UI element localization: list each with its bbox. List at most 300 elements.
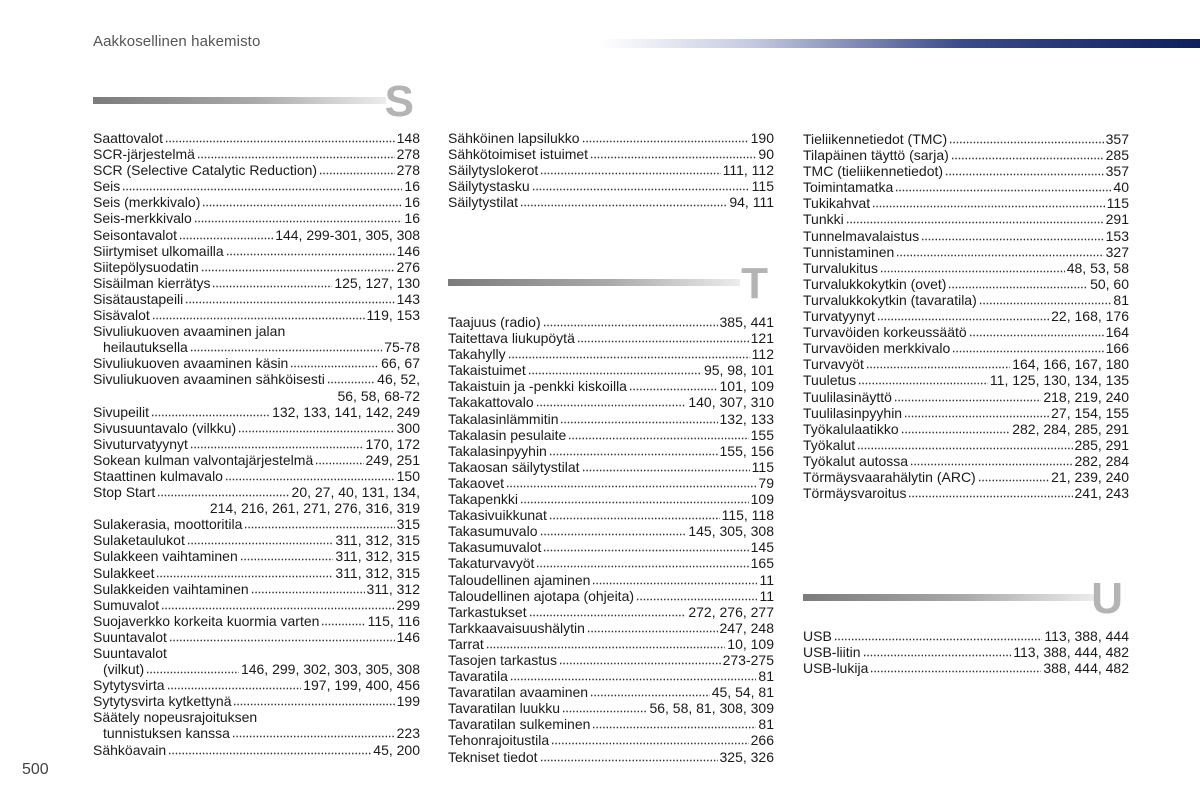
index-entry-pages: 223 [396,725,420,742]
index-entry-pages: 249, 251 [365,451,420,468]
index-entry-row [93,130,420,146]
index-entry [448,507,774,523]
index-entry-row [448,539,774,555]
index-entry-pages: 327 [1105,243,1129,260]
index-entry-label: Seis [93,178,121,195]
dot-leader [540,163,720,176]
index-entry-row [803,644,1129,660]
index-entry-label: Sivuturvatyynyt [93,435,188,452]
index-entry-pages: 197, 199, 400, 456 [303,677,420,694]
index-entry-pages-continued: 56, 58, 68-72 [337,387,420,404]
index-entry [803,628,1129,644]
dot-leader [161,598,394,611]
index-entry [93,275,420,291]
index-entry-label: Takaovet [448,474,505,491]
index-entry-pages: 79 [758,474,774,491]
index-entry-list [448,130,774,210]
index-entry-row [93,597,420,613]
index-entry [448,652,774,668]
dot-leader [636,589,757,602]
index-entry-row [93,371,420,387]
index-entry [448,411,774,427]
index-entry-pages: 21, 239, 240 [1051,468,1129,485]
index-entry-pages: 285, 291 [1074,436,1129,453]
index-entry-row [93,339,420,355]
index-entry-label: Stop Start [93,484,156,501]
index-entry-row [93,484,420,500]
index-entry [448,620,774,636]
index-entry-row [803,628,1129,644]
index-entry-label: Tarkkaavaisuushälytin [448,619,585,636]
index-entry [803,644,1129,660]
index-entry-row [448,507,774,523]
dot-leader [528,363,702,376]
index-entry [93,194,420,210]
index-entry-row [448,684,774,700]
index-entry-row [93,420,420,436]
index-entry [448,162,774,178]
index-entry-label: Törmäysvaarahälytin (ARC) [803,468,976,485]
dot-leader [863,645,1012,658]
index-entry [803,405,1129,421]
dot-leader [562,701,647,714]
index-entry-pages: 94, 111 [729,194,774,211]
index-entry-row [803,405,1129,421]
index-entry-label: Tuulilasinpyyhin [803,404,903,421]
dot-leader [290,356,379,369]
index-entry-pages: 115 [1106,195,1129,212]
index-entry-pages: 40 [1113,179,1129,196]
index-entry [803,195,1129,211]
index-entry-label: Suuntavalot [93,628,167,645]
index-entry-row [803,276,1129,292]
dot-leader [908,486,1072,499]
dot-leader [592,717,756,730]
index-entry-label: Sulakkeiden vaihtaminen [93,580,249,597]
dot-leader [185,292,394,305]
index-entry-pages: 146 [396,628,420,645]
index-entry-pages: 247, 248 [719,619,774,636]
index-entry-row [93,210,420,226]
index-entry-pages: 165 [750,555,774,572]
index-entry-pages: 115 [751,458,774,475]
index-entry [93,645,420,677]
index-entry-pages: 282, 284 [1074,452,1129,469]
dot-leader [319,163,395,176]
index-entry [93,420,420,436]
index-entry-row [93,307,420,323]
index-entry-label: Takalasinpyyhin [448,442,547,459]
index-entry-row [448,330,774,346]
dot-leader [543,315,718,328]
index-entry-row [93,548,420,564]
index-entry-pages: 22, 168, 176 [1051,308,1129,325]
index-entry-label: Takakattovalo [448,394,534,411]
index-entry-label: Sulakkeen vaihtaminen [93,548,238,565]
index-entry [803,485,1129,501]
index-entry-list [448,314,774,765]
index-entry-pages: 164 [1105,324,1129,341]
dot-leader [536,556,748,569]
dot-leader [197,147,395,160]
index-entry-row [448,572,774,588]
index-entry-pages: 300 [396,419,420,436]
index-entry-row [93,532,420,548]
index-entry-pages: 16 [404,210,420,227]
index-entry-row [93,436,420,452]
dot-leader [568,428,748,441]
dot-leader [226,244,395,257]
index-entry [448,700,774,716]
index-entry [803,469,1129,485]
index-entry-row [93,194,420,210]
index-entry [803,147,1129,163]
index-entry-pages: 101, 109 [719,378,774,395]
index-entry [93,629,420,645]
dot-leader [951,148,1104,161]
section-header-s [93,77,420,134]
index-entry-label: Tavaratilan avaaminen [448,684,589,701]
dot-leader [629,379,718,392]
index-entry-pages: 190 [750,130,774,146]
index-entry-pages: 111, 112 [722,162,774,179]
dot-leader [240,549,334,562]
index-entry-label: Tilapäinen täyttö (sarja) [803,147,949,164]
index-entry-label: Sisäilman kierrätys [93,274,211,291]
index-entry-row [803,260,1129,276]
index-entry-pages: 20, 27, 40, 131, 134, [291,484,420,501]
index-entry-pages: 113, 388, 444 [1044,628,1129,644]
index-entry-label: USB-lukija [803,660,869,677]
index-entry-pages: 145 [750,539,774,556]
dot-leader [238,421,394,434]
index-entry-label: Turvavöiden korkeussäätö [803,324,967,341]
index-entry-label: Sytytysvirta [93,677,165,694]
dot-leader [508,347,750,360]
dot-leader [520,195,727,208]
index-entry-row [93,275,420,291]
index-entry-label: Takasumuvalot [448,539,542,556]
index-entry-row [448,443,774,459]
index-entry-pages: 119, 153 [366,307,420,324]
index-entry-row [448,588,774,604]
dot-leader [945,164,1104,177]
dot-leader [870,661,1041,674]
dot-leader [122,179,402,192]
index-entry-pages: 199 [396,693,420,710]
dot-leader [251,582,365,595]
index-entry-label: (vilkut) [103,661,145,678]
index-entry [448,130,774,146]
index-entry-row [803,372,1129,388]
index-entry-pages: 46, 52, [377,371,420,388]
dot-leader [233,694,394,707]
index-entry [803,292,1129,308]
index-entry-row [93,243,420,259]
index-entry-list [803,628,1129,676]
index-entry-row [93,291,420,307]
index-entry [93,146,420,162]
dot-leader [952,341,1103,354]
index-entry-label: Tunkki [803,211,844,228]
index-entry-label: Seis-merkkivalo [93,210,192,227]
index-entry-pages: 166 [1105,340,1129,357]
index-entry [93,178,420,194]
index-entry-label: Turvalukkokytkin (tavaratila) [803,291,977,308]
index-entry [93,371,420,403]
index-entry-row [448,194,774,210]
index-entry-label: Taajuus (radio) [448,314,541,330]
index-entry-row [803,453,1129,469]
index-entry-label: Takasumuvalo [448,523,538,540]
dot-leader [872,196,1104,209]
dot-leader [901,422,1011,435]
index-entry-row [448,732,774,748]
index-entry-row [803,308,1129,324]
index-entry-label: Työkalulaatikko [803,420,899,437]
index-entry-pages: 266 [750,732,774,749]
dot-leader [202,195,402,208]
index-entry [93,355,420,371]
index-entry [448,684,774,700]
index-entry-label: Takaosan säilytystilat [448,458,580,475]
index-entry-pages: 115, 116 [367,612,420,629]
index-entry-pages: 241, 243 [1074,485,1129,502]
section-divider-bar [803,594,1095,601]
index-entry-pages: 315 [396,516,420,533]
index-entry-heading-line: Säätely nopeusrajoituksen [93,709,258,726]
index-entry-pages: 155 [750,426,774,443]
index-entry [803,308,1129,324]
dot-leader [190,437,364,450]
dot-leader [536,395,687,408]
index-entry-label: Sivuliukuoven avaaminen sähköisesti [93,371,325,388]
index-entry-label: Taloudellinen ajaminen [448,571,591,588]
index-entry-pages: 146, 299, 302, 303, 305, 308 [240,661,420,678]
index-entry [448,749,774,765]
index-entry-label: Turvavöiden merkkivalo [803,340,951,357]
page-header-title: Aakkosellinen hakemisto [93,33,261,50]
index-entry-pages: 218, 219, 240 [1043,388,1129,405]
index-entry-pages: 146 [396,242,420,259]
index-entry-pages: 121 [750,330,774,347]
index-entry-label: Takaistuimet [448,362,526,379]
index-entry [803,340,1129,356]
index-entry-label: Sähkötoimiset istuimet [448,146,589,163]
section-letter: T [741,259,768,308]
index-entry-row [803,292,1129,308]
index-entry-label: Suojaverkko korkeita kuormia varten [93,612,320,629]
index-entry-row [93,742,420,758]
index-entry-label: Sulakkeet [93,564,155,581]
index-entry [448,378,774,394]
index-entry-row [803,485,1129,501]
index-entry-pages: 273-275 [722,651,774,668]
index-entry-row [93,613,420,629]
dot-leader [169,630,395,643]
index-entry-label: Sisätaustapeili [93,290,184,307]
index-entry [448,523,774,539]
index-entry-row [93,725,420,741]
index-entry-pages: 95, 98, 101 [703,362,774,379]
index-entry [448,394,774,410]
index-entry-pages: 11 [759,571,774,588]
index-entry-row [448,427,774,443]
index-entry-pages: 278 [396,162,420,179]
index-entry [803,163,1129,179]
dot-leader [880,261,1065,274]
index-entry-row [448,491,774,507]
section-divider-bar [93,97,386,104]
index-entry-label: SCR (Selective Catalytic Reduction) [93,162,318,179]
index-entry-label: TMC (tieliikennetiedot) [803,163,944,180]
index-entry-pages: 299 [396,596,420,613]
index-entry-pages: 132, 133, 141, 142, 249 [272,403,420,420]
index-entry [93,243,420,259]
dot-leader [146,662,239,675]
index-entry [448,588,774,604]
dot-leader [327,372,375,385]
index-entry-row [803,147,1129,163]
index-entry-label: Sivuliukuoven avaaminen käsin [93,355,289,372]
index-entry-row [448,146,774,162]
index-entry-row [448,362,774,378]
index-entry-heading-line: Sivuliukuoven avaaminen jalan [93,323,286,340]
index-entry-pages: 115 [751,178,774,195]
index-entry [448,443,774,459]
index-entry-pages: 81 [1113,291,1129,308]
index-entry [448,475,774,491]
index-entry-pages: 385, 441 [719,314,774,330]
section-letter: U [1091,574,1123,623]
dot-leader [894,390,1041,403]
index-entry-row [93,661,420,677]
dot-leader [590,685,710,698]
index-entry-label: Sumuvalot [93,596,160,613]
dot-leader [921,229,1103,242]
dot-leader [948,277,1088,290]
index-entry-label: Tekniset tiedot [448,748,538,765]
index-entry-label: Saattovalot [93,130,164,146]
index-entry-label: Takalasin pesulaite [448,426,567,443]
index-entry [448,346,774,362]
dot-leader [510,669,757,682]
index-entry-row [448,411,774,427]
index-entry-row [803,389,1129,405]
index-entry [448,716,774,732]
index-entry [448,146,774,162]
index-entry-row [93,404,420,420]
dot-leader [486,637,725,650]
index-entry-label: Tavaratila [448,668,508,685]
index-entry-list [803,131,1129,501]
section-header-t [448,259,774,316]
dot-leader [592,573,757,586]
index-entry-pages: 140, 307, 310 [688,394,774,411]
section-header-u [803,574,1129,631]
index-entry-label: Turvavyöt [803,356,864,373]
dot-leader [232,726,395,739]
index-entry-label: Törmäysvaroitus [803,485,907,502]
index-entry [448,604,774,620]
header-decorative-bar [600,39,1200,48]
index-entry-label: Tunnelmavalaistus [803,227,920,244]
index-entry-pages: 109 [750,491,774,508]
index-entry [803,421,1129,437]
index-entry-row [448,749,774,765]
index-entry-row [803,324,1129,340]
index-entry-pages: 144, 299-301, 305, 308 [275,226,420,243]
index-entry-row [448,346,774,362]
index-entry-pages: 170, 172 [365,435,420,452]
index-entry-row [93,146,420,162]
index-entry [448,491,774,507]
index-entry-row [93,468,420,484]
index-entry [448,314,774,330]
index-entry [448,194,774,210]
index-entry-label: Tarkastukset [448,603,527,620]
dot-leader [179,228,273,241]
dot-leader [949,132,1103,145]
dot-leader [225,469,395,482]
index-entry-row [93,452,420,468]
index-entry-row [93,629,420,645]
dot-leader [866,357,1010,370]
index-entry-pages: 75-78 [384,339,420,356]
index-entry-label: Tavaratilan luukku [448,700,561,717]
index-entry-pages: 11, 125, 130, 134, 135 [989,372,1129,389]
index-entry [448,539,774,555]
index-entry [803,179,1129,195]
index-entry-row [803,340,1129,356]
index-entry-heading-line: Suuntavalot [93,645,167,661]
index-entry-pages: 282, 284, 285, 291 [1012,420,1129,437]
index-entry-label: Tarrat [448,635,484,652]
index-entry [803,437,1129,453]
index-entry-pages: 11 [759,587,774,604]
index-entry-row [448,652,774,668]
index-entry-label: Tasojen tarkastus [448,651,557,668]
index-entry-row [803,228,1129,244]
index-entry [93,130,420,146]
index-entry-row [448,555,774,571]
index-entry [803,389,1129,405]
index-entry-label: Sytytysvirta kytkettynä [93,693,232,710]
index-entry-label: Säilytystilat [448,194,519,211]
dot-leader [979,293,1112,306]
index-entry-pages: 291 [1105,211,1129,228]
index-entry-row [93,178,420,194]
dot-leader [904,406,1049,419]
dot-leader [590,147,756,160]
index-entry-label: Takalasinlämmitin [448,410,559,427]
index-entry-pages: 45, 200 [373,741,420,758]
index-entry [93,548,420,564]
index-entry [803,131,1129,147]
dot-leader [858,373,988,386]
index-entry [448,330,774,346]
index-entry-label: Turvatyynyt [803,308,875,325]
index-entry [803,276,1129,292]
index-entry-pages: 311, 312, 315 [335,532,420,549]
index-entry-pages: 45, 54, 81 [711,684,774,701]
index-entry-label: Sokean kulman valvontajärjestelmä [93,451,314,468]
dot-leader [151,405,270,418]
dot-leader [244,517,394,530]
dot-leader [559,653,721,666]
index-entry-pages: 132, 133 [719,410,774,427]
dot-leader [194,211,403,224]
